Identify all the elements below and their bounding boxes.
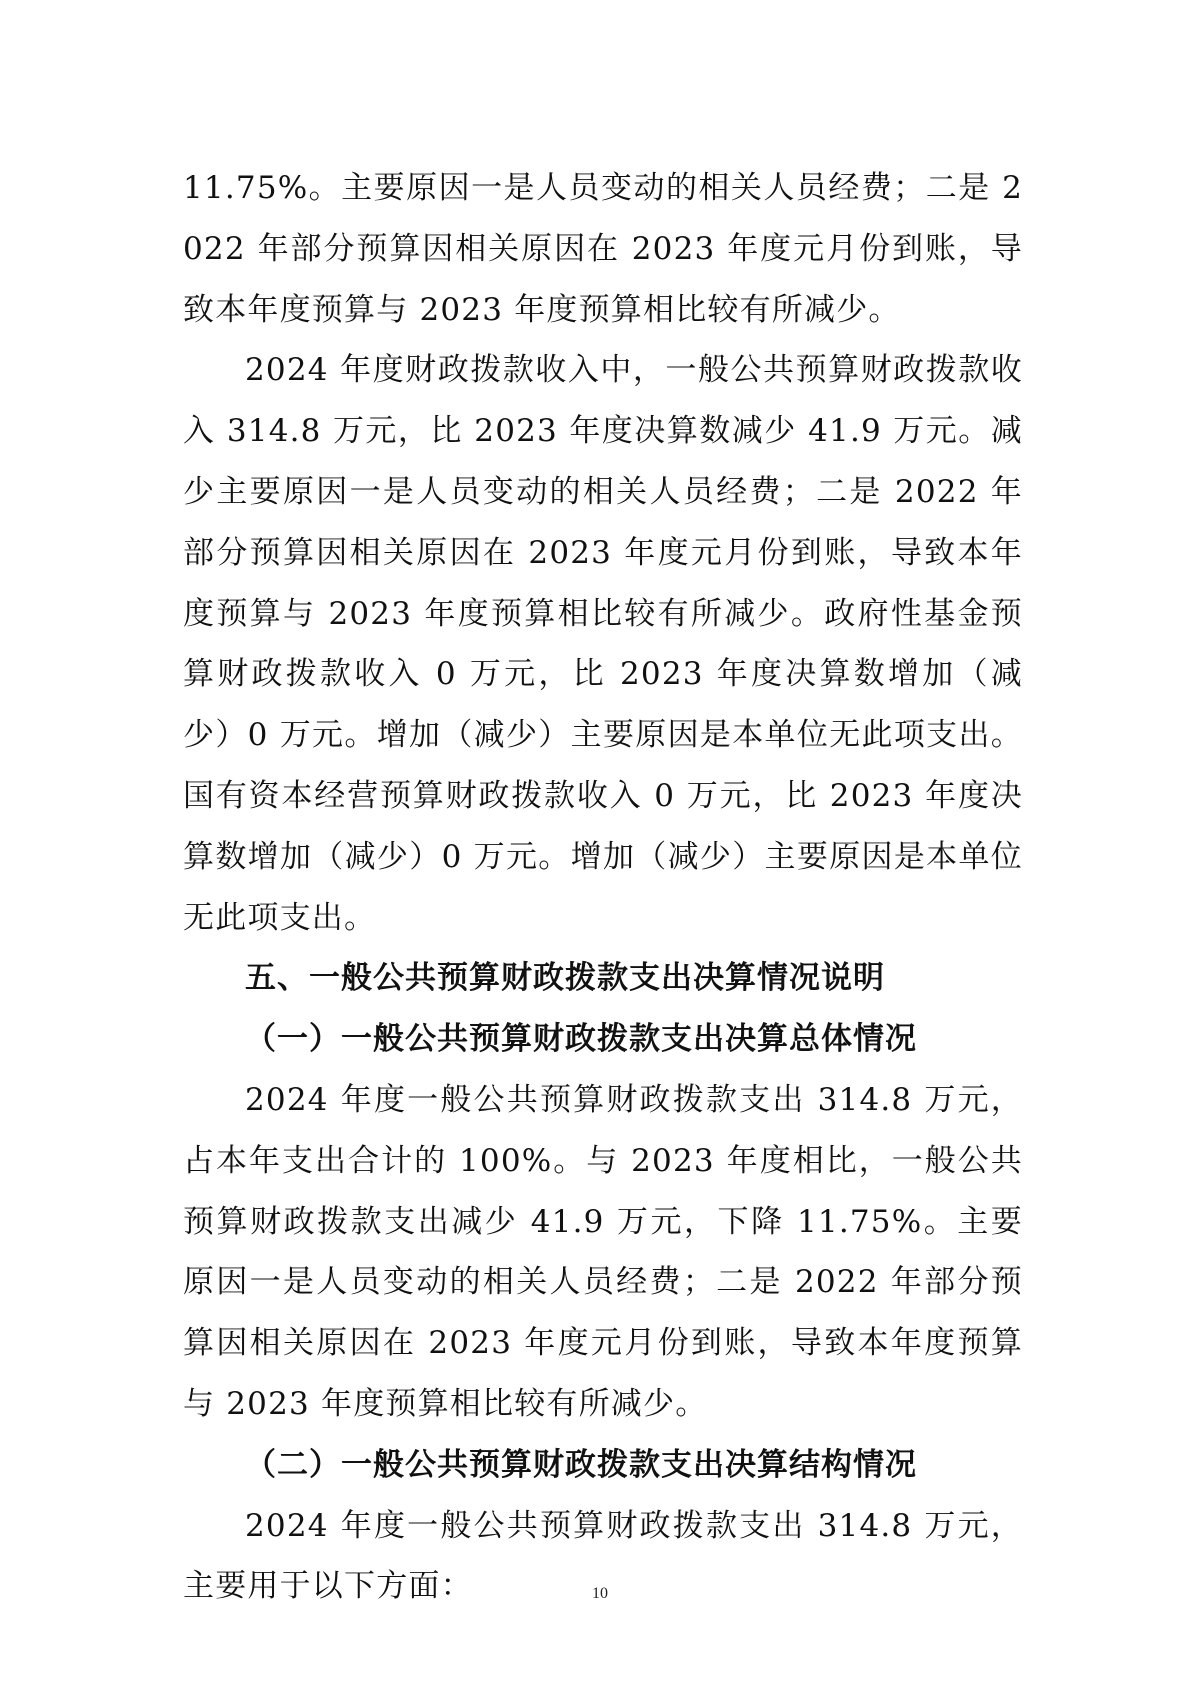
paragraph-continuation: 11.75%。主要原因一是人员变动的相关人员经费；二是 2022 年部分预算因相关原因在 2023 年度元月份到账，导致本年度预算与 2023 年度预算相比较有所减少。 <box>183 170 1023 328</box>
subsection-heading-overall: （一）一般公共预算财政拨款支出决算总体情况 <box>245 1021 917 1058</box>
subsection-heading-structure: （二）一般公共预算财政拨款支出决算结构情况 <box>245 1446 917 1483</box>
paragraph-structure: 2024 年度一般公共预算财政拨款支出 314.8 万元，主要用于以下方面： <box>183 1507 1023 1605</box>
paragraph-overall: 2024 年度一般公共预算财政拨款支出 314.8 万元，占本年支出合计的 100%。与 2023 年度相比，一般公共预算财政拨款支出减少 41.9 万元，下降 11.75%。主要原因一是人员变动的相关人员经费；二是 2022 年部分预算因相关原因在 2023 年度元月份到账，导致本年度预算与 2023 年度预算相比较有所减少。 <box>183 1081 1023 1422</box>
page-number: 10 <box>592 1585 608 1602</box>
section-heading: 五、一般公共预算财政拨款支出决算情况说明 <box>245 960 885 997</box>
page-body <box>183 158 1023 1617</box>
paragraph-revenue: 2024 年度财政拨款收入中，一般公共预算财政拨款收入 314.8 万元，比 2023 年度决算数减少 41.9 万元。减少主要原因一是人员变动的相关人员经费；二是 2022 年部分预算因相关原因在 2023 年度元月份到账，导致本年度预算与 2023 年度预算相比较有所减少。政府性基金预算财政拨款收入 0 万元，比 2023 年度决算数增加（减少）0 万元。增加（减少）主要原因是本单位无此项支出。国有资本经营预算财政拨款收入 0 万元，比 2023 年度决算数增加（减少）0 万元。增加（减少）主要原因是本单位无此项支出。 <box>183 352 1023 936</box>
